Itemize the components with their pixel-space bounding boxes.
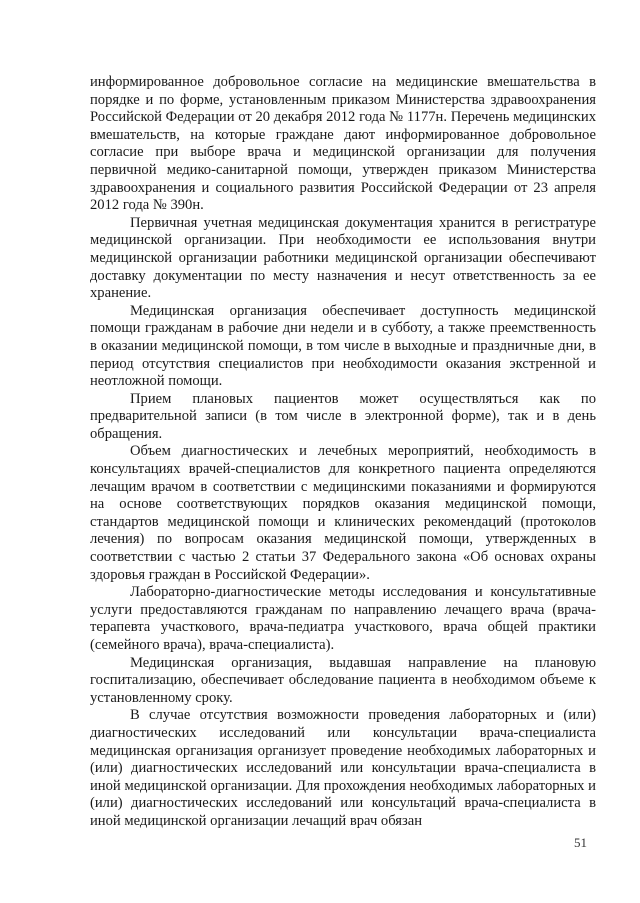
paragraph-availability: Медицинская организация обеспечивает доступность медицинской помощи гражданам в рабочие дни недели и в субботу, а также преемственность в оказании медицинской помощи, в том числе в выходные и праздничные дни, в период отсутствия специалистов при необходимости оказания экстренной и неотложной помощи.: [90, 302, 596, 390]
paragraph-diagnostic-scope: Объем диагностических и лечебных мероприятий, необходимость в консультациях врачей-специалистов для конкретного пациента определяются лечащим врачом в соответствии с медицинскими показаниями и формируются на основе соответствующих порядков оказания медицинской помощи, стандартов медицинской помощи и клинических рекомендаций (протоколов лечения) по вопросам оказания медицинской помощи, утвержденных в соответствии с частью 2 статьи 37 Федерального закона «Об основах охраны здоровья граждан в Российской Федерации».: [90, 443, 596, 583]
paragraph-primary-records: Первичная учетная медицинская документация хранится в регистратуре медицинской организации. При необходимости ее использования внутри медицинской организации работники медицинской организации обеспечивают доставку документации по месту назначения и несут ответственность за ее хранение.: [90, 214, 596, 302]
paragraph-external-tests: В случае отсутствия возможности проведения лабораторных и (или) диагностических исследований или консультации врача-специалиста медицинская организация организует проведение необходимых лабораторных и (или) диагностических исследований или консультации врача-специалиста в иной медицинской организации. Для прохождения необходимых лабораторных и (или) диагностических исследований или консультаций врача-специалиста в иной медицинской организации лечащий врач обязан: [90, 707, 596, 829]
paragraph-informed-consent: информированное добровольное согласие на медицинские вмешательства в порядке и по форме, установленным приказом Министерства здравоохранения Российской Федерации от 20 декабря 2012 года № 1177н. Перечень медицинских вмешательств, на которые граждане дают информированное добровольное согласие при выборе врача и медицинской организации для получения первичной медико-санитарной помощи, утвержден приказом Министерства здравоохранения и социального развития Российской Федерации от 23 апреля 2012 года № 390н.: [90, 74, 596, 214]
page-number: 51: [574, 835, 587, 850]
paragraph-hospitalization-referral: Медицинская организация, выдавшая направление на плановую госпитализацию, обеспечивает обследование пациента в необходимом объеме к установленному сроку.: [90, 654, 596, 706]
paragraph-scheduled-patients: Прием плановых пациентов может осуществляться как по предварительной записи (в том числе в электронной форме), так и в день обращения.: [90, 390, 596, 442]
paragraph-lab-services: Лабораторно-диагностические методы исследования и консультативные услуги предоставляются гражданам по направлению лечащего врача (врача-терапевта участкового, врача-педиатра участкового, врача общей практики (семейного врача), врача-специалиста).: [90, 584, 596, 653]
document-body: [90, 74, 596, 831]
